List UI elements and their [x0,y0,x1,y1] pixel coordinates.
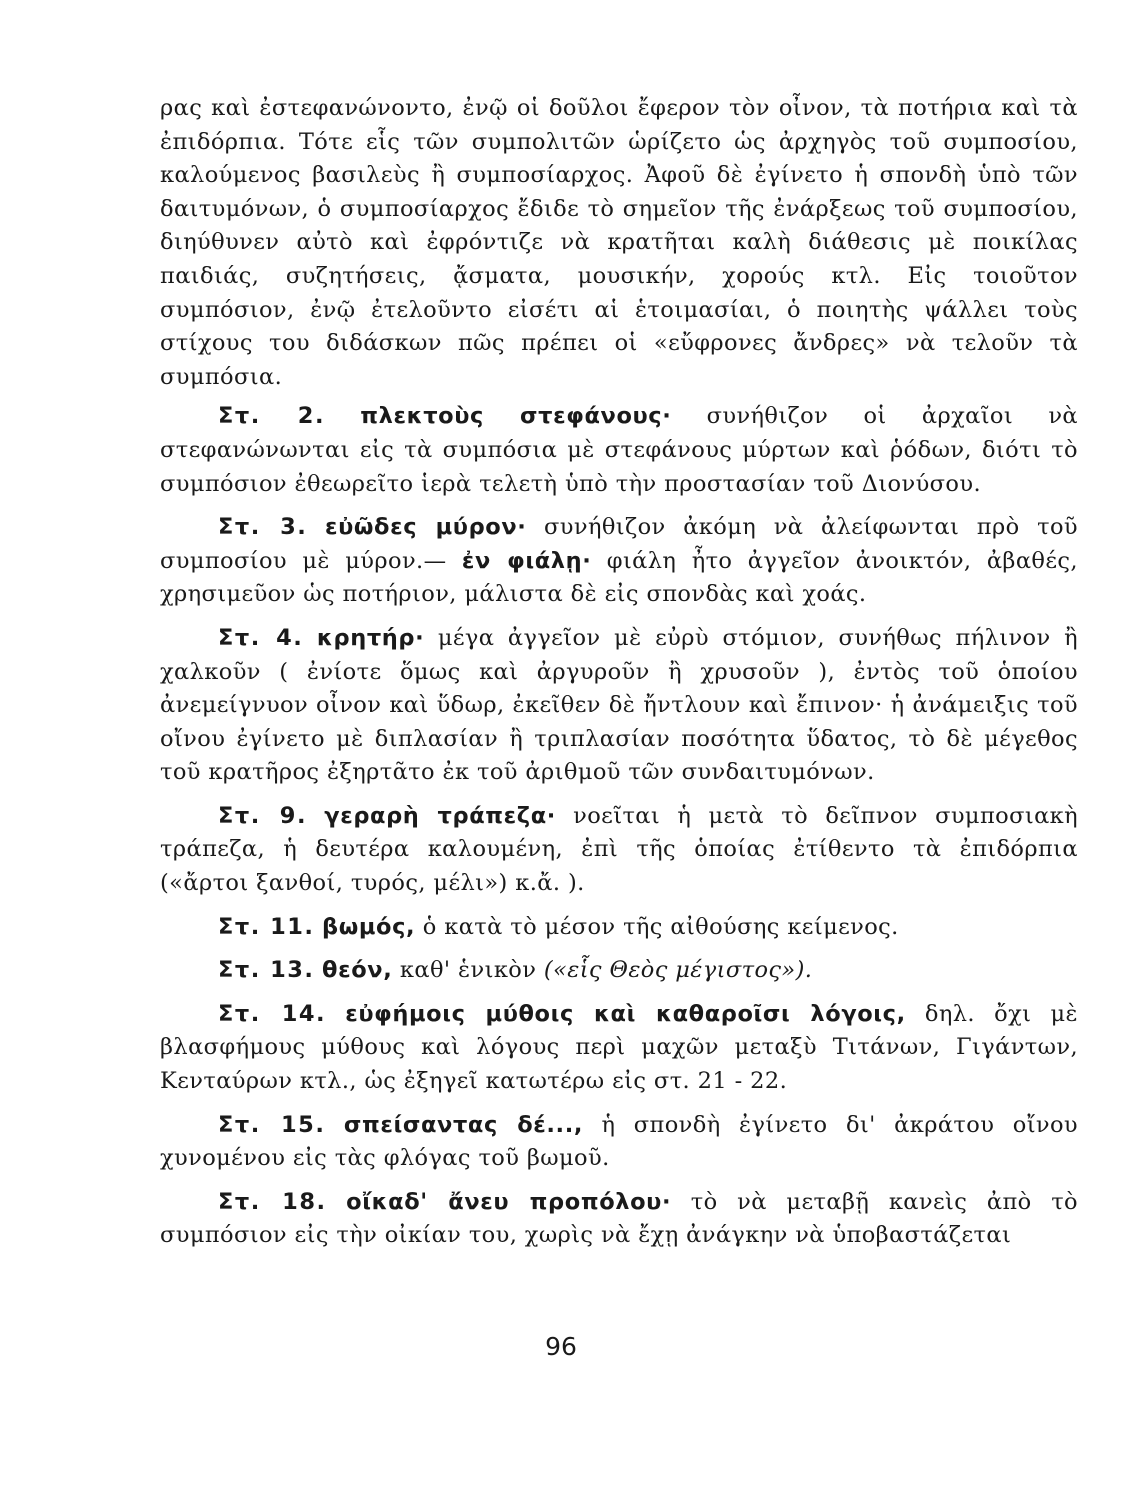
note-ref: Στ. 14. [218,1000,327,1027]
note-lemma: γεραρὴ τράπεζα· [324,802,556,829]
note-ref: Στ. 18. [218,1188,327,1215]
note-line-4 [160,622,1078,790]
note-text: δηλ. ὄχι μὲ βλασφήμους μύθους καὶ λόγους περὶ μαχῶν μεταξὺ Τιτάνων, Γιγάντων, Κενταύρων κτλ., ὡς ἐξηγεῖ κατωτέρω εἰς στ. 21 - 22. [160,1000,1078,1095]
intro-paragraph: ρας καὶ ἐστεφανώνοντο, ἐνῷ οἱ δοῦλοι ἔφερον τὸν οἶνον, τὰ ποτήρια καὶ τὰ ἐπιδόρπια. Τότε εἷς τῶν συμπολιτῶν ὡρίζετο ὡς ἀρχηγὸς τοῦ συμποσίου, καλούμενος βασιλεὺς ἢ συμποσίαρχος. Ἀφοῦ δὲ ἐγίνετο ἡ σπονδὴ ὑπὸ τῶν δαιτυμόνων, ὁ συμποσίαρχος ἔδιδε τὸ σημεῖον τῆς ἐνάρξεως τοῦ συμποσίου, διηύθυνεν αὐτὸ καὶ ἐφρόντιζε νὰ κρατῆται καλὴ διάθεσις μὲ ποικίλας παιδιάς, συζητήσεις, ᾄσματα, μουσικήν, χορούς κτλ. Εἰς τοιοῦτον συμπόσιον, ἐνῷ ἐτελοῦντο εἰσέτι αἱ ἑτοιμασίαι, ὁ ποιητὴς ψάλλει τοὺς στίχους του διδάσκων πῶς πρέπει οἱ «εὔφρονες ἄνδρες» νὰ τελοῦν τὰ συμπόσια. [160,95,1078,390]
note-text: ἡ σπονδὴ ἐγίνετο δι' ἀκράτου οἴνου χυνομένου εἰς τὰς φλόγας τοῦ βωμοῦ. [160,1111,1079,1172]
note-text: μέγα ἀγγεῖον μὲ εὐρὺ στόμιον, συνήθως πήλινον ἢ χαλκοῦν ( ἐνίοτε ὅμως καὶ ἀργυροῦν ἢ χρυσοῦν ), ἐντὸς τοῦ ὁποίου ἀνεμείγνυον οἶνον καὶ ὕδωρ, ἐκεῖθεν δὲ ἤντλουν καὶ ἔπινον· ἡ ἀνάμειξις τοῦ οἴνου ἐγίνετο μὲ διπλασίαν ἢ τριπλασίαν ποσότητα ὕδατος, τὸ δὲ μέγεθος τοῦ κρατῆρος ἐξηρτᾶτο ἐκ τοῦ ἀριθμοῦ τῶν συνδαιτυμόνων. [160,624,1078,786]
note-ref: Στ. 15. [218,1111,326,1138]
note-ref: Στ. 4. [218,624,304,651]
note-italic-quote: («εἷς Θεὸς μέγιστος»). [543,957,813,984]
note-ref: Στ. 9. [218,802,308,829]
note-lemma: εὐῶδες μύρον· [324,514,527,541]
note-text: συνήθιζον οἱ ἀρχαῖοι νὰ στεφανώνωνται εἰς τὰ συμπόσια μὲ στεφάνους μύρτων καὶ ῥόδων, διότι τὸ συμπόσιον ἐθεωρεῖτο ἱερὰ τελετὴ ὑπὸ τὴν προστασίαν τοῦ Διονύσου. [160,403,1078,497]
note-text: ὁ κατὰ τὸ μέσον τῆς αἰθούσης κείμενος. [415,913,899,940]
note-lemma: βωμός, [322,913,416,940]
page-number: 96 [545,1332,577,1361]
note-lemma: σπείσαντας δέ..., [343,1111,584,1138]
note-lemma-secondary: ἐν φιάλῃ· [461,547,592,574]
note-ref: Στ. 13. [218,957,315,984]
note-lemma: κρητήρ· [316,624,425,651]
note-ref: Στ. 2. [218,403,325,430]
note-ref: Στ. 11. [218,913,315,940]
note-line-3 [160,511,1078,612]
note-ref: Στ. 3. [218,514,308,541]
page-body [160,92,1078,1263]
note-lemma: θεόν, [322,957,393,984]
note-text: τὸ νὰ μεταβῇ κανεὶς ἀπὸ τὸ συμπόσιον εἰς τὴν οἰκίαν του, χωρὶς νὰ ἔχῃ ἀνάγκην νὰ ὑποβαστάζεται [160,1188,1079,1249]
note-line-2 [160,400,1078,501]
note-lemma: εὐφήμοις μύθοις καὶ καθαροῖσι λόγοις, [345,1000,906,1027]
note-text-secondary: φιάλη ἦτο ἀγγεῖον ἀνοικτόν, ἀβαθές, χρησιμεῦον ὡς ποτήριον, μάλιστα δὲ εἰς σπονδὰς καὶ χοάς. [160,547,1078,608]
note-lemma: πλεκτοὺς στεφάνους· [360,403,672,430]
note-line-18 [160,1186,1078,1253]
note-text: νοεῖται ἡ μετὰ τὸ δεῖπνον συμποσιακὴ τράπεζα, ἡ δευτέρα καλουμένη, ἐπὶ τῆς ὁποίας ἐτίθεντο τὰ ἐπιδόρπια («ἄρτοι ξανθοί, τυρός, μέλι») κ.ἄ. ). [160,802,1079,897]
note-line-9 [160,800,1078,901]
note-line-11 [160,911,1078,945]
note-text: συνήθιζον ἀκόμη νὰ ἀλείφωνται πρὸ τοῦ συμποσίου μὲ μύρον.— [160,514,1078,574]
note-text: καθ' ἑνικὸν [392,957,544,984]
note-line-14 [160,998,1078,1099]
note-line-13 [160,954,1078,988]
note-line-15 [160,1109,1078,1176]
note-lemma: οἴκαδ' ἄνευ προπόλου· [346,1188,672,1215]
